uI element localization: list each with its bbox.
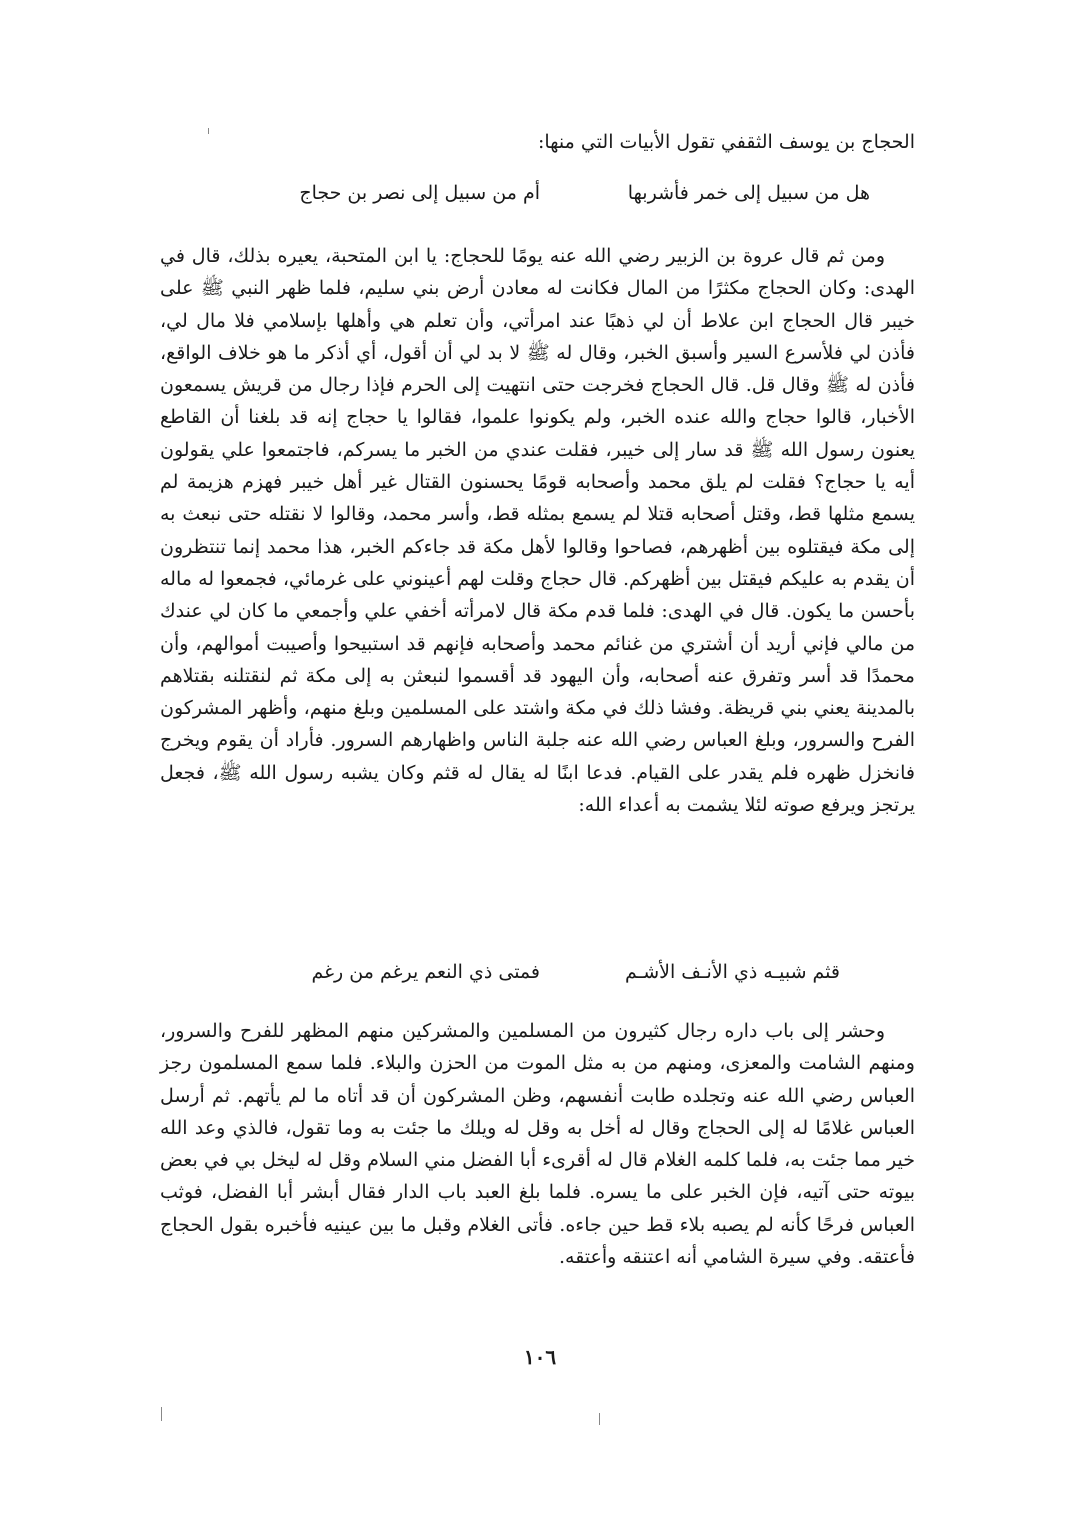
paragraph-line: والسرور، ومنهم الشامت والمعزى، ومنهم من به مثل الموت من الحزن والبلاء. فلما سمع: [160, 1020, 915, 1075]
paragraph-line: به عليكم فيقتل بين أظهركم. قال حجاج وقلت لهم أعينوني على غرمائي، فجمعوا له ماله: [160, 567, 847, 590]
paragraph-line: لم يأتهم. ثم أرسل العباس غلامًا له إلى الحجاج وقال له أخل به وقل له ويلك ما جئت به: [160, 1084, 916, 1139]
paragraph-line: وما تقول، فالذي وعد الله خير مما جئت به، فلما كلمه الغلام قال له أقرىء أبا الفضل مني: [160, 1116, 915, 1172]
paragraph-line: باب الدار فقال أبشر أبا الفضل، فوثب العباس فرحًا كأنه لم يصبه بلاء قط حين جاءه. فأتى: [160, 1181, 915, 1236]
paragraph-line: وحشر إلى باب داره رجال كثيرون من المسلمين والمشركين منهم المظهر للفرح: [239, 1020, 886, 1042]
paragraph-line: بذلك، قال في الهدى: وكان الحجاج مكثرًا من المال فكانت له معادن أرض بني سليم،: [160, 245, 915, 300]
verse-1-second-hemistich: أم من سبيل إلى نصر بن حجاج: [299, 182, 540, 204]
paragraph-line: وأهلها بإسلامي فلا مال لي، فأذن لي فلأسرع السير وأسبق الخبر، وقال له ﷺ لا بد لي أن: [160, 309, 915, 364]
paragraph-1: [160, 240, 915, 821]
paragraph-line: الغلام وقبل ما بين عينيه فأخبره بقول الحجاج فأعتقه. وفي سيرة الشامي أنه اعتنقه وأعتقه.: [160, 1213, 915, 1269]
paragraph-line: بين أظهرهم، فصاحوا وقالوا لأهل مكة قد جاءكم الخبر، هذا محمد إنما تنتظرون أن يقدم: [160, 535, 915, 590]
paragraph-line: منهم، وأظهر المشركون الفرح والسرور، وبلغ العباس رضي الله عنه جلبة الناس واظهارهم: [160, 697, 916, 752]
paragraph-line: عندك من مالي فإني أريد أن أشتري من غنائم محمد وأصحابه فإنهم قد استبيحوا وأصيبت: [160, 600, 915, 655]
verse-2-second-hemistich: فمتى ذي النعم يرغم من رغم: [311, 961, 540, 983]
verse-1-first-hemistich: هل من سبيل إلى خمر فأشربها: [627, 182, 870, 204]
paragraph-line: السلام وقل له ليخل بي في بعض بيوته حتى آتيه، فإن الخبر على ما يسره. فلما بلغ العبد: [160, 1149, 915, 1204]
paragraph-line: المسلمون رجز العباس رضي الله عنه وتجلده طابت أنفسهم، وظن المشركون أن قد أتاه ما: [160, 1052, 915, 1107]
paragraph-line: انتهيت إلى الحرم فإذا رجال من قريش يسمعون الأخبار، قالوا حجاج والله عنده الخبر، ولم: [160, 374, 915, 429]
page-number: ١٠٦: [523, 1345, 557, 1369]
paragraph-2: [160, 1015, 915, 1273]
paragraph-line: محمد وأصحابه قومًا يحسنون القتال غير أهل خيبر فهزم هزيمة لم يسمع مثلها قط، وقتل: [160, 471, 915, 526]
paragraph-line: فلما ظهر النبي ﷺ على خيبر قال الحجاج ابن علاط أن لي ذهبًا عند امرأتي، وأن تعلم هي: [160, 277, 915, 332]
verse-2: [240, 952, 860, 992]
paragraph-line: أموالهم، وأن محمدًا قد أسر وتفرق عنه أصحابه، وأن اليهود قد أقسموا لنبعثن به إلى مكة: [160, 632, 915, 687]
paragraph-line: أصحابه قتلا لم يسمع بمثله قط، وأسر محمد، وقالوا لا نقتله حتى نبعث به إلى مكة فيقتلوه: [160, 503, 915, 558]
paragraph-line: وكان يشبه رسول الله ﷺ، فجعل يرتجز ويرفع صوته لئلا يشمت به أعداء الله:: [160, 761, 915, 817]
paragraph-line: ثم لنقتلنه بقتلاهم بالمدينة يعني بني قريظة. وفشا ذلك في مكة واشتد على المسلمين وبلغ: [160, 664, 915, 720]
intro-line: الحجاج بن يوسف الثقفي تقول الأبيات التي منها:: [537, 131, 915, 153]
scan-speck: [161, 1407, 162, 1421]
verse-2-first-hemistich: قثم شبيـه ذي الأنـف الأشـم: [625, 961, 840, 983]
paragraph-line: بأحسن ما يكون. قال في الهدى: فلما قدم مكة قال لامرأته أخفي علي وأجمعي ما كان لي: [209, 600, 915, 623]
paragraph-line: السرور. فأراد أن يقوم ويخرج فانخزل ظهره فلم يقدر على القيام. فدعا ابنًا له يقال له قثم: [160, 729, 915, 784]
paragraph-line: خيبر، فقلت عندي من الخبر ما يسركم، فاجتمعوا علي يقولون أيه يا حجاج؟ فقلت لم يلق: [160, 438, 915, 494]
verse-1: [200, 173, 880, 213]
scan-speck: [599, 1413, 600, 1425]
paragraph-line: ومن ثم قال عروة بن الزبير رضي الله عنه يومًا للحجاج: يا ابن المتحبة، يعيره: [277, 245, 885, 267]
paragraph-line: يكونوا علموا، فقالوا يا حجاج إنه قد بلغنا أن القاطع يعنون رسول الله ﷺ قد سار إلى: [160, 406, 916, 461]
paragraph-line: أقول، أي أذكر ما هو خلاف الواقع، فأذن له ﷺ وقال قل. قال الحجاج فخرجت حتى: [160, 341, 915, 397]
